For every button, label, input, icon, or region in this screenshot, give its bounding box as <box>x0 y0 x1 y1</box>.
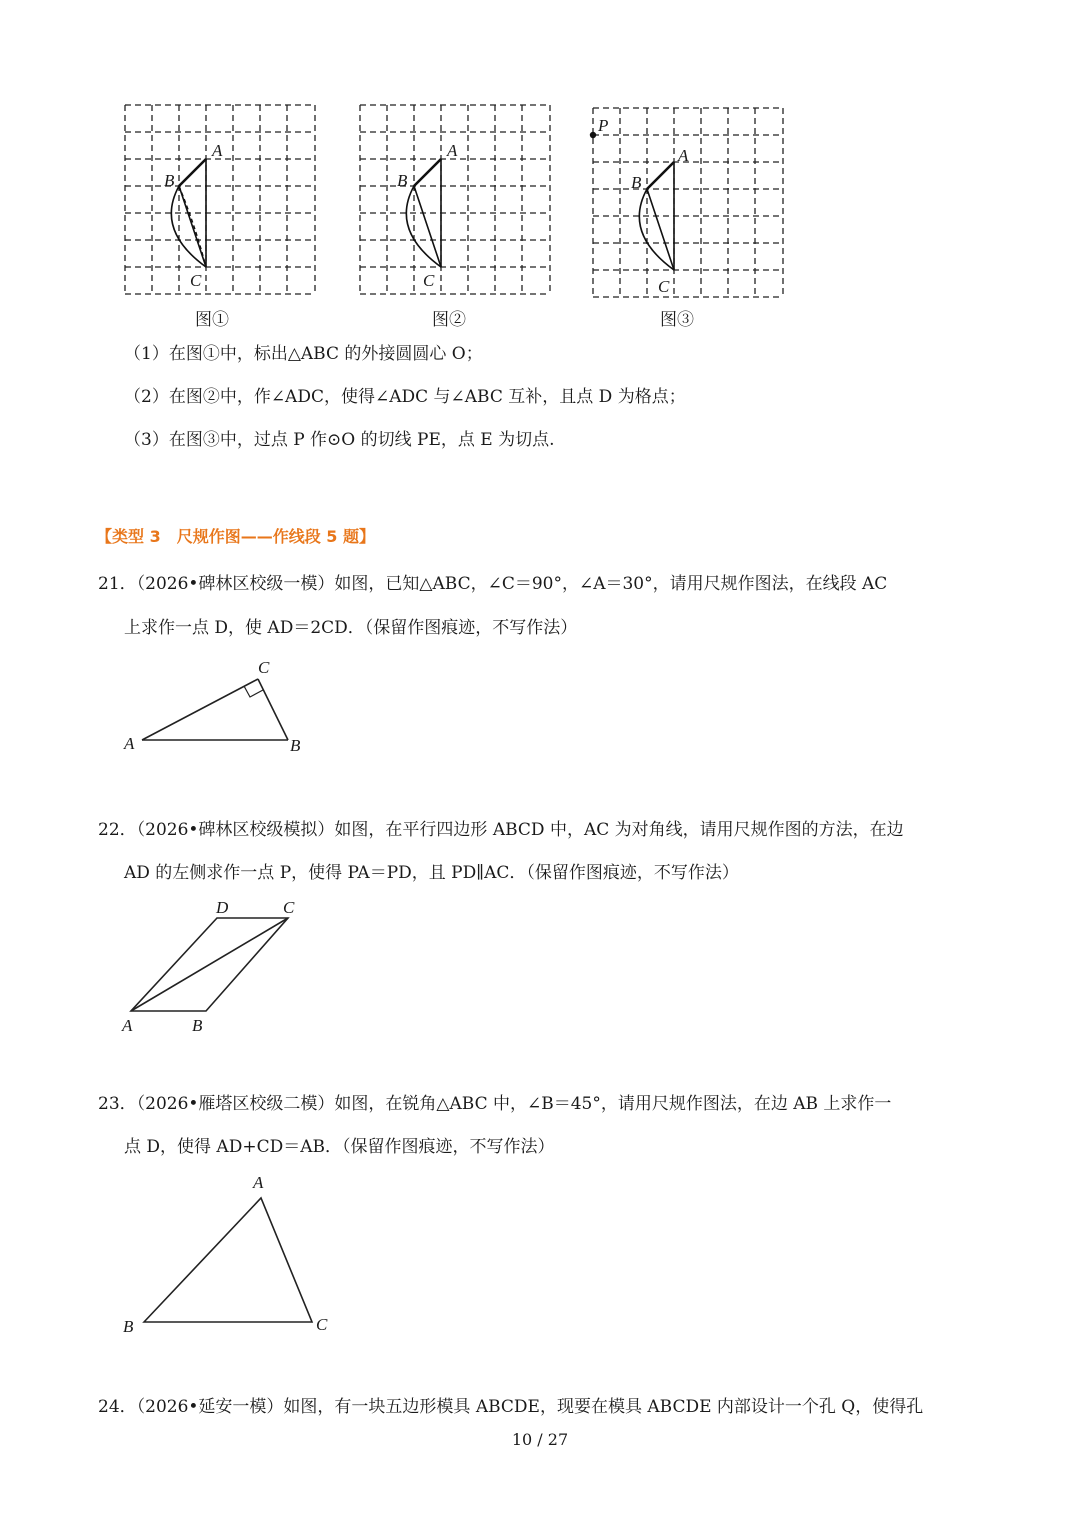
figure-3-caption: 图③ <box>660 310 694 330</box>
figure-1-grid <box>120 100 320 300</box>
q22-label-D: D <box>216 898 229 917</box>
q23-line-2: 点 D，使得 AD+CD＝AB．（保留作图痕迹，不写作法） <box>124 1137 555 1157</box>
q22-label-A: A <box>122 1016 133 1035</box>
fig3-label-B: B <box>631 173 642 192</box>
q21-label-B: B <box>290 736 301 755</box>
fig3-label-A: A <box>678 146 689 165</box>
q23-figure <box>118 1170 338 1340</box>
q22-label-C: C <box>283 898 295 917</box>
q23-label-A: A <box>253 1173 264 1192</box>
q23-label-C: C <box>316 1315 328 1334</box>
figure-2-grid <box>355 100 555 300</box>
point-P <box>590 132 596 138</box>
q22-line-2: AD 的左侧求作一点 P，使得 PA＝PD，且 PD∥AC．（保留作图痕迹，不写作法） <box>124 863 739 883</box>
q22-figure <box>118 893 318 1038</box>
fig3-label-C: C <box>658 277 670 296</box>
q23-line-1: 23．（2026•雁塔区校级二模）如图，在锐角△ABC 中，∠B＝45°，请用尺规作图法，在边 AB 上求作一 <box>98 1094 892 1114</box>
fig2-label-B: B <box>397 171 408 190</box>
q21-line-1: 21．（2026•碑林区校级一模）如图，已知△ABC，∠C＝90°，∠A＝30°，请用尺规作图法，在线段 AC <box>98 574 888 594</box>
fig1-label-A: A <box>212 141 223 160</box>
prev-part-1: （1）在图①中，标出△ABC 的外接圆圆心 O； <box>124 344 483 364</box>
prev-part-3: （3）在图③中，过点 P 作⊙O 的切线 PE，点 E 为切点. <box>124 430 555 450</box>
prev-part-2: （2）在图②中，作∠ADC，使得∠ADC 与∠ABC 互补，且点 D 为格点； <box>124 387 686 407</box>
q22-line-1: 22．（2026•碑林区校级模拟）如图，在平行四边形 ABCD 中，AC 为对角线，请用尺规作图的方法，在边 <box>98 820 904 840</box>
q21-figure <box>118 655 318 755</box>
q23-label-B: B <box>123 1317 134 1336</box>
fig2-label-C: C <box>423 271 435 290</box>
q21-label-A: A <box>124 734 135 753</box>
page-number: 10 / 27 <box>511 1430 569 1449</box>
fig1-label-C: C <box>190 271 202 290</box>
q22-label-B: B <box>192 1016 203 1035</box>
fig2-label-A: A <box>447 141 458 160</box>
figure-3-grid <box>588 103 788 303</box>
q21-line-2: 上求作一点 D，使 AD＝2CD．（保留作图痕迹，不写作法） <box>124 618 578 638</box>
fig1-label-B: B <box>164 171 175 190</box>
section-title: 【类型 3 尺规作图——作线段 5 题】 <box>96 527 375 546</box>
fig3-label-P: P <box>598 116 609 135</box>
figure-2-caption: 图② <box>432 310 466 330</box>
q24-line-1: 24．（2026•延安一模）如图，有一块五边形模具 ABCDE，现要在模具 ABCDE 内部设计一个孔 Q，使得孔 <box>98 1397 924 1417</box>
figure-1-caption: 图① <box>195 310 229 330</box>
q21-label-C: C <box>258 658 270 677</box>
